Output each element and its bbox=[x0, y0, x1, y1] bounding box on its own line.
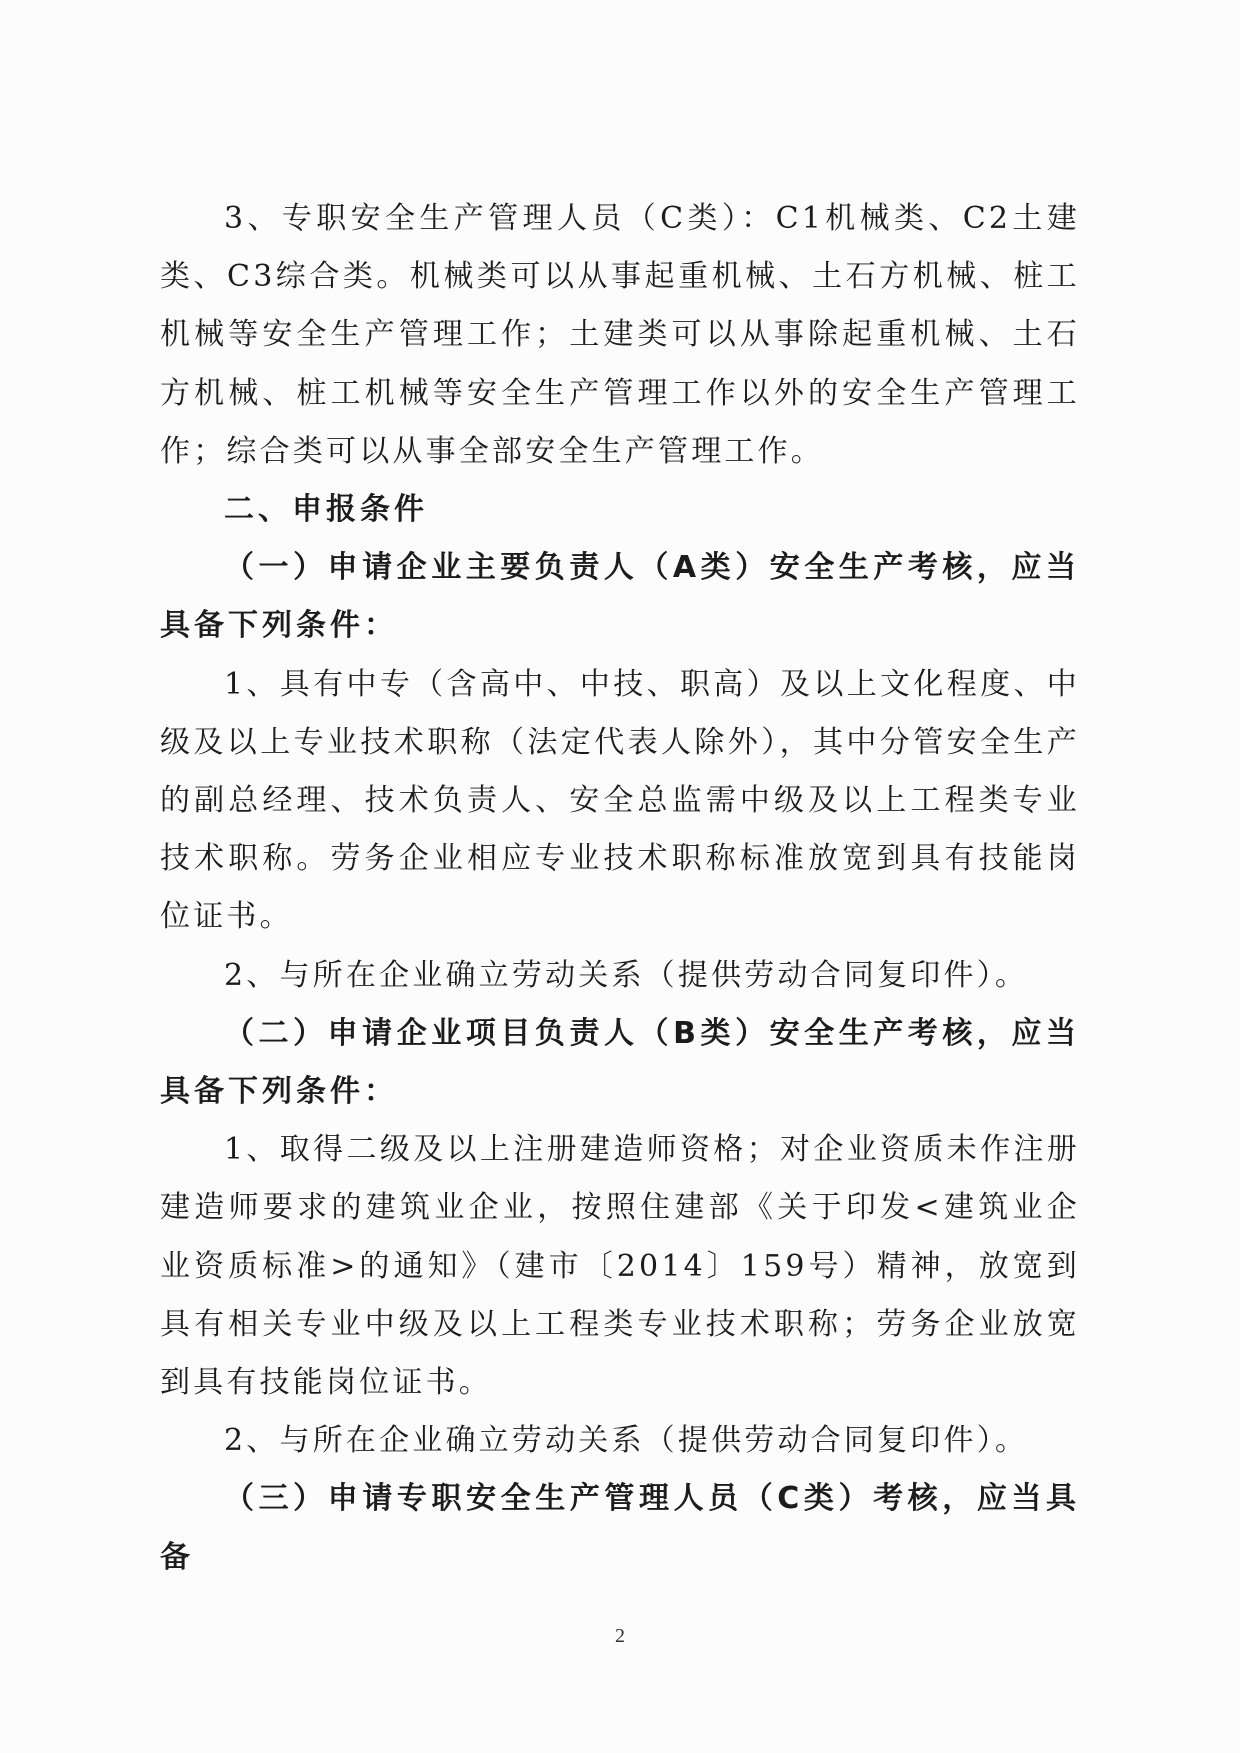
section-heading-application-conditions: 二、申报条件 bbox=[224, 492, 428, 528]
page-number: 2 bbox=[615, 1625, 625, 1647]
paragraph-b-condition-2: 2、与所在企业确立劳动关系（提供劳动合同复印件）。 bbox=[224, 1423, 1029, 1459]
paragraph-a-condition-2: 2、与所在企业确立劳动关系（提供劳动合同复印件）。 bbox=[224, 957, 1029, 993]
document-body bbox=[160, 190, 1080, 1587]
subheading-c-category: （三）申请专职安全生产管理人员（C类）考核，应当具备 bbox=[160, 1481, 1080, 1575]
paragraph-a-condition-1: 1、具有中专（含高中、中技、职高）及以上文化程度、中级及以上专业技术职称（法定代表人除外），其中分管安全生产的副总经理、技术负责人、安全总监需中级及以上工程类专业技术职称。劳务企业相应专业技术职称标准放宽到具有技能岗位证书。 bbox=[160, 666, 1080, 935]
paragraph-c-category: 3、专职安全生产管理人员（C类）：C1机械类、C2土建类、C3综合类。机械类可以从事起重机械、土石方机械、桩工机械等安全生产管理工作；土建类可以从事除起重机械、土石方机械、桩工机械等安全生产管理工作以外的安全生产管理工作；综合类可以从事全部安全生产管理工作。 bbox=[160, 201, 1080, 469]
subheading-a-category: （一）申请企业主要负责人（A类）安全生产考核，应当具备下列条件： bbox=[160, 550, 1080, 644]
paragraph-b-condition-1: 1、取得二级及以上注册建造师资格；对企业资质未作注册建造师要求的建筑业企业，按照住建部《关于印发<建筑业企业资质标准>的通知》（建市〔2014〕159号）精神，放宽到具有相关专业中级及以上工程类专业技术职称；劳务企业放宽到具有技能岗位证书。 bbox=[160, 1132, 1080, 1401]
subheading-b-category: （二）申请企业项目负责人（B类）安全生产考核，应当具备下列条件： bbox=[160, 1015, 1080, 1110]
